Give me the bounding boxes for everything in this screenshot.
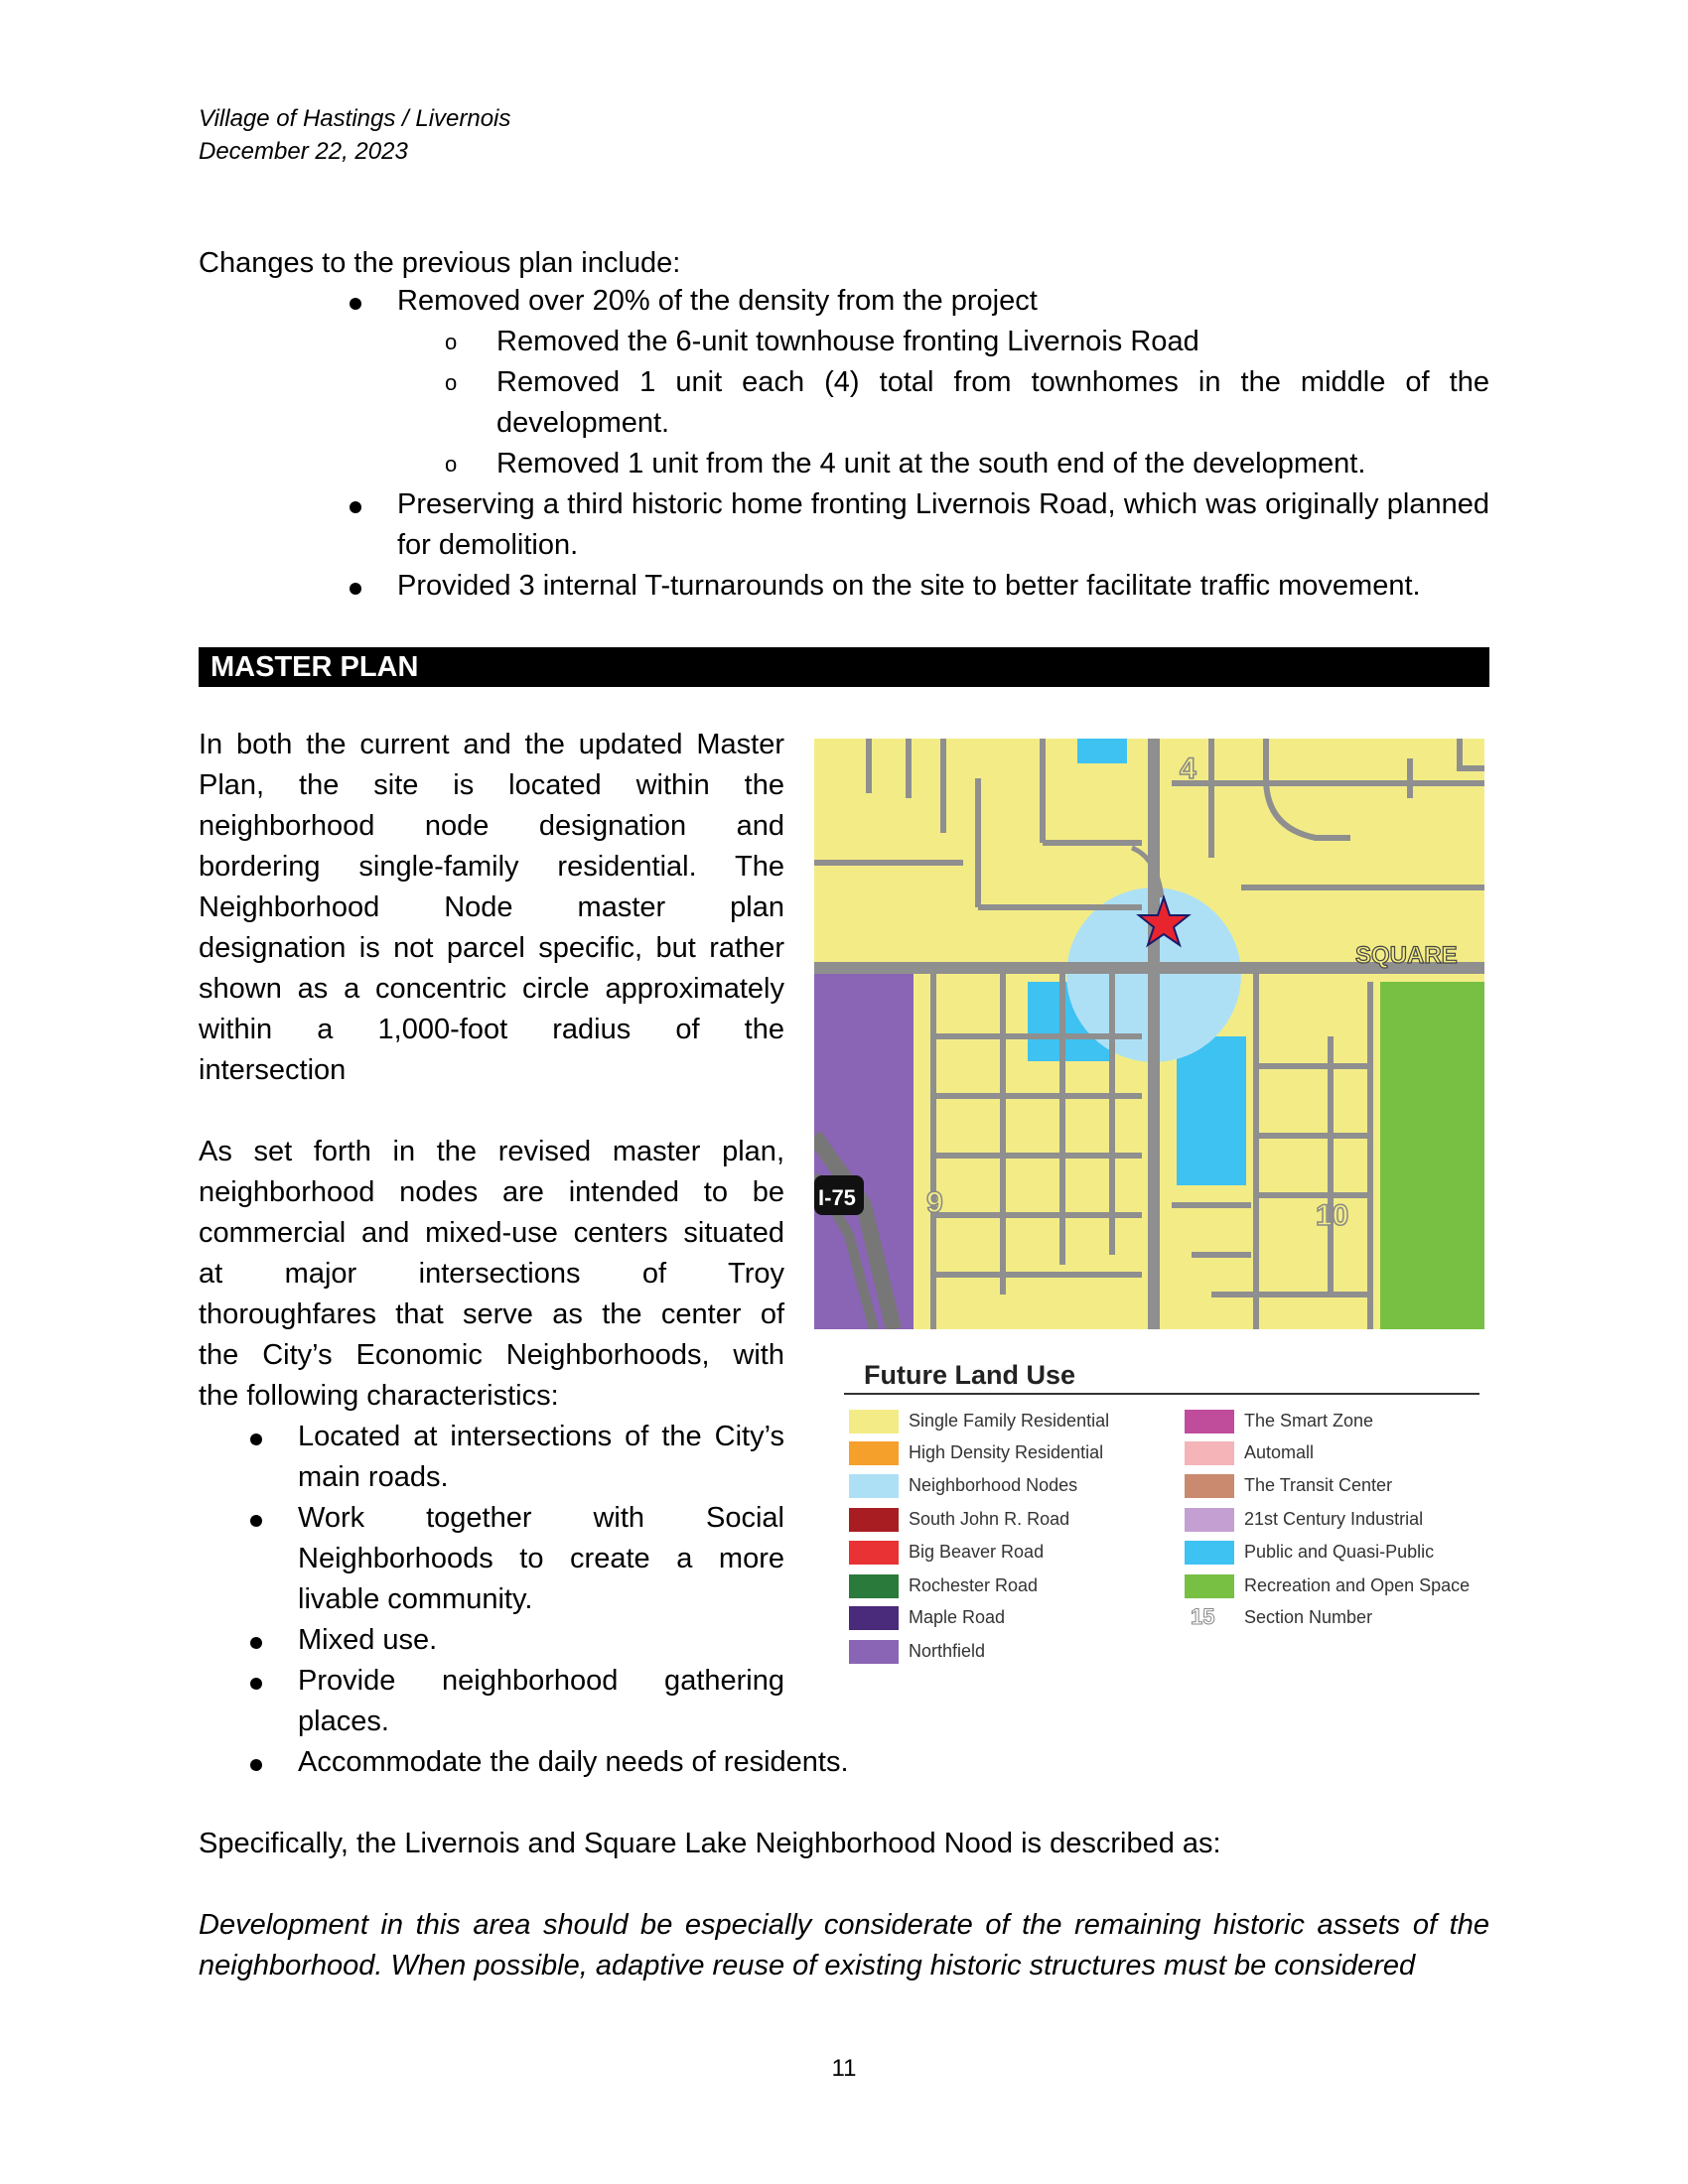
nodes-line: thoroughfares that serve as the center of: [199, 1298, 784, 1330]
legend-swatch: [849, 1541, 899, 1565]
section-number-label: 9: [926, 1186, 943, 1219]
bullet-dot: [250, 1759, 262, 1771]
change-item-historic-home: Preserving a third historic home fronting Livernois Road, which was originally planned for demolition.: [397, 488, 1489, 561]
characteristic-item: Mixed use.: [298, 1624, 438, 1656]
bullet-dot: [250, 1637, 262, 1649]
legend-swatch: [1185, 1541, 1234, 1565]
characteristic-item: Accommodate the daily needs of residents.: [298, 1746, 849, 1778]
legend-swatch: [1185, 1474, 1234, 1498]
bullet-dot: [250, 1678, 262, 1690]
sub-bullet-circle: o: [445, 452, 458, 477]
header-date: December 22, 2023: [199, 138, 408, 165]
specific-node-intro: Specifically, the Livernois and Square Lake Neighborhood Nood is described as:: [199, 1828, 1221, 1859]
change-item-turnarounds: Provided 3 internal T-turnarounds on the site to better facilitate traffic movement.: [397, 570, 1421, 602]
legend-swatch: [849, 1606, 899, 1630]
legend-swatch: [849, 1640, 899, 1664]
node-description-quote: Development in this area should be especially considerate of the remaining historic assets of the neighborhood. When possible, adaptive reuse of existing historic structures must be considered: [199, 1909, 1489, 1981]
bullet-dot: [350, 583, 361, 595]
sub-bullet-circle: o: [445, 370, 458, 395]
legend-swatch: [1185, 1508, 1234, 1532]
section-title: MASTER PLAN: [211, 651, 419, 683]
bullet-dot: [250, 1433, 262, 1445]
legend-swatch: [849, 1410, 899, 1433]
nodes-line: commercial and mixed-use centers situated: [199, 1217, 784, 1249]
master-plan-line: neighborhood node designation and: [199, 810, 784, 842]
legend-swatch: [1185, 1441, 1234, 1465]
master-plan-line: shown as a concentric circle approximately: [199, 973, 784, 1005]
legend-swatch: [849, 1474, 899, 1498]
legend-swatch: [1185, 1410, 1234, 1433]
page-number: 11: [831, 2055, 857, 2082]
document-header: [199, 102, 510, 168]
characteristic-item: Located at intersections of the City’s main roads.: [298, 1421, 784, 1493]
section-number-label: 4: [1180, 752, 1196, 785]
master-plan-line: bordering single-family residential. The: [199, 851, 784, 883]
header-project: Village of Hastings / Livernois: [199, 105, 511, 132]
section-number-symbol: 15: [1191, 1604, 1215, 1629]
legend-swatch: [849, 1508, 899, 1532]
change-subitem-1: Removed the 6-unit townhouse fronting Livernois Road: [496, 326, 1199, 357]
nodes-line: the following characteristics:: [199, 1380, 559, 1412]
nodes-line: at major intersections of Troy: [199, 1258, 784, 1290]
sub-bullet-circle: o: [445, 330, 458, 354]
future-land-use-map: [814, 739, 1484, 1329]
changes-intro: Changes to the previous plan include:: [199, 247, 681, 279]
road-label: SQUARE: [1355, 942, 1458, 969]
nodes-line: As set forth in the revised master plan,: [199, 1136, 784, 1167]
characteristic-item: Provide neighborhood gathering places.: [298, 1665, 784, 1737]
legend-swatch: [849, 1441, 899, 1465]
bullet-dot: [350, 501, 361, 513]
section-heading-bar: [199, 647, 1489, 687]
master-plan-line: In both the current and the updated Master: [199, 729, 784, 760]
bullet-dot: [350, 298, 361, 310]
legend-title: Future Land Use: [864, 1360, 1076, 1390]
master-plan-line: within a 1,000-foot radius of the: [199, 1014, 784, 1045]
nodes-line: the City’s Economic Neighborhoods, with: [199, 1339, 784, 1371]
master-plan-line: designation is not parcel specific, but rather: [199, 932, 784, 964]
change-subitem-3: Removed 1 unit from the 4 unit at the south end of the development.: [496, 448, 1366, 479]
bullet-dot: [250, 1515, 262, 1527]
section-number-label: 10: [1316, 1199, 1349, 1232]
change-item-density: Removed over 20% of the density from the project: [397, 285, 1038, 317]
highway-label: I-75: [818, 1185, 856, 1210]
characteristic-item: Work together with Social Neighborhoods to create a more livable community.: [298, 1502, 784, 1615]
master-plan-line: intersection: [199, 1054, 347, 1086]
master-plan-line: Neighborhood Node master plan: [199, 891, 784, 923]
nodes-line: neighborhood nodes are intended to be: [199, 1176, 784, 1208]
legend-swatch: [849, 1574, 899, 1598]
legend-swatch: [1185, 1574, 1234, 1598]
change-subitem-2: Removed 1 unit each (4) total from townhomes in the middle of the development.: [496, 366, 1489, 439]
legend-rule: [844, 1393, 1479, 1395]
master-plan-line: Plan, the site is located within the: [199, 769, 784, 801]
